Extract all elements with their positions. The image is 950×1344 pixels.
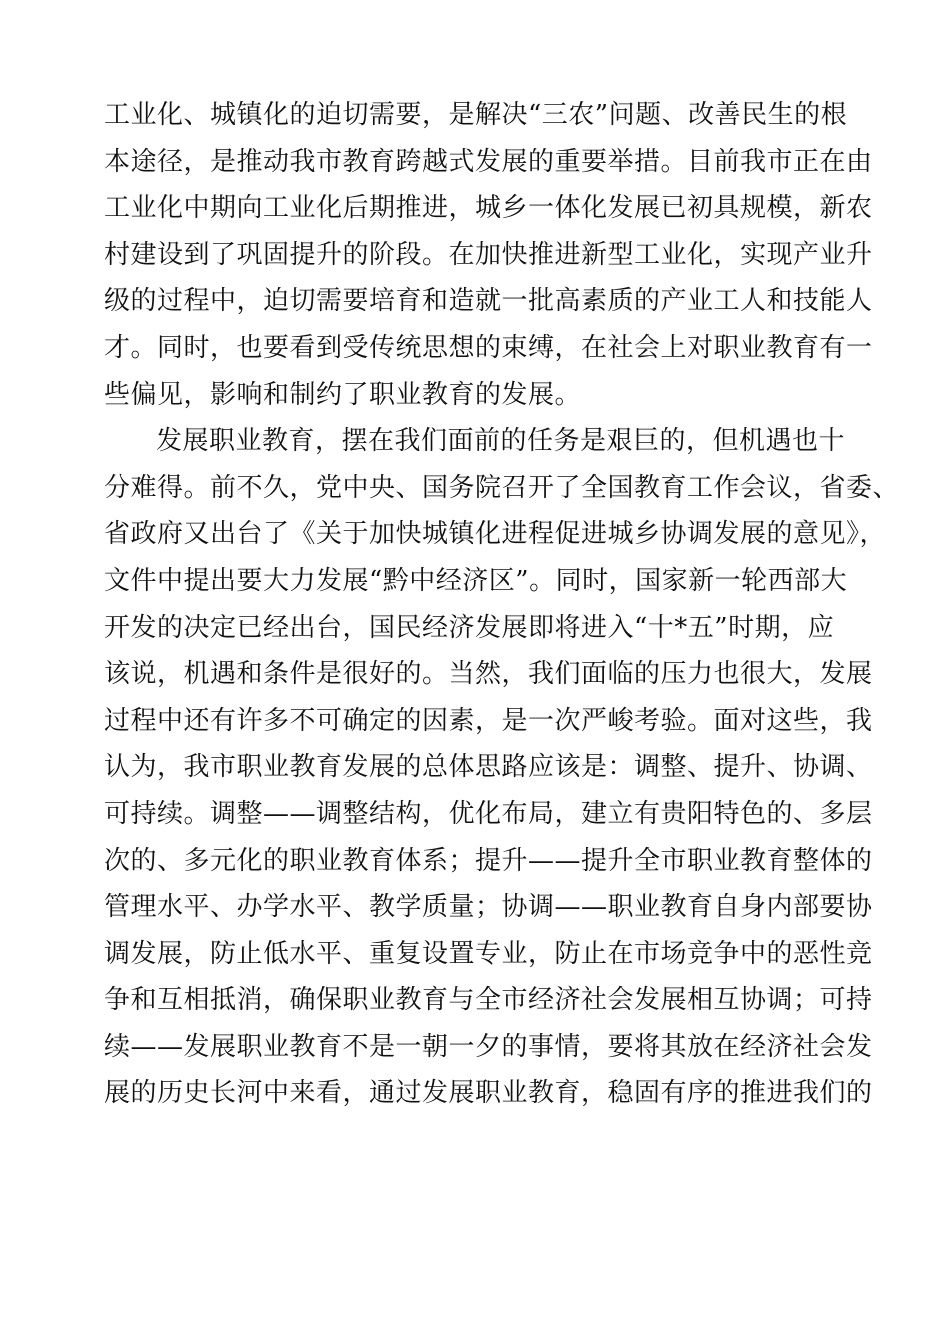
text-line: 争和互相抵消，确保职业教育与全市经济社会发展相互协调；可持	[104, 985, 873, 1016]
text-line: 管理水平、办学水平、教学质量；协调——职业教育自身内部要协	[104, 892, 873, 923]
text-line: 工业化中期向工业化后期推进，城乡一体化发展已初具规模，新农	[104, 193, 873, 224]
text-line: 调发展，防止低水平、重复设置专业，防止在市场竞争中的恶性竞	[104, 938, 873, 969]
paragraph-2	[104, 418, 900, 1117]
text-line: 认为，我市职业教育发展的总体思路应该是：调整、提升、协调、	[104, 752, 873, 783]
text-line: 发展职业教育，摆在我们面前的任务是艰巨的，但机遇也十	[156, 426, 846, 457]
text-line: 该说，机遇和条件是很好的。当然，我们面临的压力也很大，发展	[104, 659, 873, 690]
paragraph-1	[104, 92, 873, 418]
text-line: 可持续。调整——调整结构，优化布局，建立有贵阳特色的、多层	[104, 798, 873, 829]
text-line: 过程中还有许多不可确定的因素，是一次严峻考验。面对这些，我	[104, 705, 873, 736]
text-line: 分难得。前不久，党中央、国务院召开了全国教育工作会议，省委、	[104, 472, 900, 503]
document-body	[104, 92, 900, 1117]
text-line: 村建设到了巩固提升的阶段。在加快推进新型工业化，实现产业升	[104, 239, 873, 270]
text-line: 续——发展职业教育不是一朝一夕的事情，要将其放在经济社会发	[104, 1031, 873, 1062]
text-line: 省政府又出台了《关于加快城镇化进程促进城乡协调发展的意见》，	[104, 519, 887, 550]
text-line: 次的、多元化的职业教育体系；提升——提升全市职业教育整体的	[104, 845, 873, 876]
text-line: 开发的决定已经出台，国民经济发展即将进入“十*五”时期，应	[104, 612, 835, 643]
text-line: 本途径，是推动我市教育跨越式发展的重要举措。目前我市正在由	[104, 146, 873, 177]
text-line: 工业化、城镇化的迫切需要，是解决“三农”问题、改善民生的根	[104, 100, 848, 130]
text-line: 些偏见，影响和制约了职业教育的发展。	[104, 379, 582, 410]
text-line: 文件中提出要大力发展“黔中经济区”。同时，国家新一轮西部大	[104, 565, 848, 596]
text-line: 才。同时，也要看到受传统思想的束缚，在社会上对职业教育有一	[104, 332, 873, 363]
text-line: 级的过程中，迫切需要培育和造就一批高素质的产业工人和技能人	[104, 286, 873, 317]
text-line: 展的历史长河中来看，通过发展职业教育，稳固有序的推进我们的	[104, 1078, 873, 1109]
